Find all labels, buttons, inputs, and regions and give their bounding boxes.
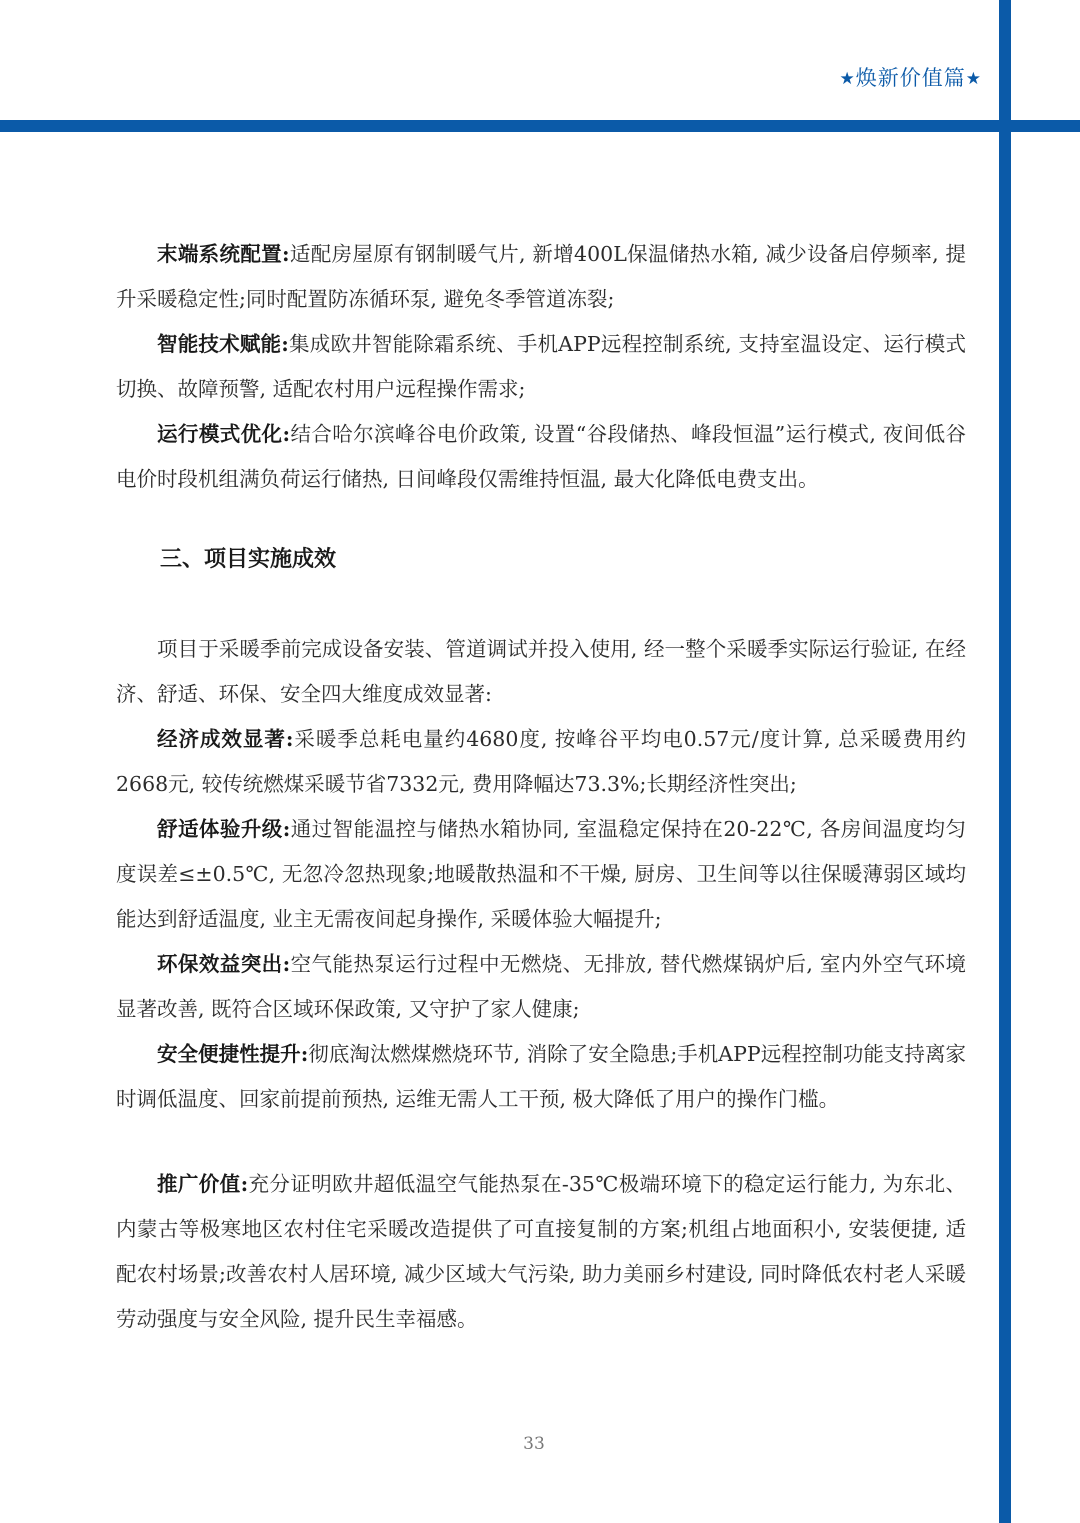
paragraph-label: 末端系统配置: [157, 242, 290, 266]
paragraph-label: 环保效益突出: [157, 952, 291, 976]
paragraph-text: 适配房屋原有钢制暖气片, 新增400L保温储热水箱, 减少设备启停频率, 提升采暖稳定性;同时配置防冻循环泵, 避免冬季管道冻裂; [116, 242, 966, 311]
page-number: 33 [523, 1434, 545, 1454]
spacer [116, 1122, 966, 1162]
paragraph-comfort [116, 807, 966, 942]
section-heading: 三、项目实施成效 [160, 546, 337, 572]
paragraph-intro: 项目于采暖季前完成设备安装、管道调试并投入使用, 经一整个采暖季实际运行验证, 在经济、舒适、环保、安全四大维度成效显著: [116, 637, 966, 706]
paragraph-smart-tech [116, 322, 966, 412]
paragraph-label: 运行模式优化: [157, 422, 291, 446]
header-divider-bar [0, 120, 1080, 132]
paragraph-economic [116, 717, 966, 807]
article-body [116, 232, 966, 1342]
paragraph-text: 结合哈尔滨峰谷电价政策, 设置“谷段储热、峰段恒温”运行模式, 夜间低谷电价时段机组满负荷运行储热, 日间峰段仅需维持恒温, 最大化降低电费支出。 [116, 422, 966, 491]
paragraph-safety [116, 1032, 966, 1122]
paragraph-promotion [116, 1162, 966, 1342]
paragraph-text: 空气能热泵运行过程中无燃烧、无排放, 替代燃煤锅炉后, 室内外空气环境显著改善, 既符合区域环保政策, 又守护了家人健康; [116, 952, 966, 1021]
right-border-bar [999, 0, 1011, 1523]
paragraph-text: 集成欧井智能除霜系统、手机APP远程控制系统, 支持室温设定、运行模式切换、故障预警, 适配农村用户远程操作需求; [116, 332, 966, 401]
paragraph-operation-mode [116, 412, 966, 502]
paragraph-text: 采暖季总耗电量约4680度, 按峰谷平均电0.57元/度计算, 总采暖费用约2668元, 较传统燃煤采暖节省7332元, 费用降幅达73.3%;长期经济性突出; [116, 727, 966, 796]
paragraph-label: 经济成效显著: [157, 727, 294, 751]
star-icon: ★ [965, 69, 982, 89]
star-icon: ★ [839, 69, 856, 89]
paragraph-label: 推广价值: [157, 1172, 249, 1196]
paragraph-label: 舒适体验升级: [157, 817, 291, 841]
spacer [116, 582, 966, 627]
paragraph-environment [116, 942, 966, 1032]
spacer [116, 502, 966, 537]
paragraph-label: 安全便捷性提升: [157, 1042, 309, 1066]
paragraph-text: 充分证明欧井超低温空气能热泵在-35℃极端环境下的稳定运行能力, 为东北、内蒙古等极寒地区农村住宅采暖改造提供了可直接复制的方案;机组占地面积小, 安装便捷, 适配农村场景;改善农村人居环境, 减少区域大气污染, 助力美丽乡村建设, 同时降低农村老人采暖劳动强度与安全风险, 提升民生幸福感。 [116, 1172, 966, 1331]
paragraph-text: 彻底淘汰燃煤燃烧环节, 消除了安全隐患;手机APP远程控制功能支持离家时调低温度、回家前提前预热, 运维无需人工干预, 极大降低了用户的操作门槛。 [116, 1042, 966, 1111]
paragraph-terminal-config [116, 232, 966, 322]
chapter-tag [840, 62, 983, 92]
chapter-title: 焕新价值篇 [855, 66, 966, 90]
paragraph-label: 智能技术赋能: [157, 332, 289, 356]
paragraph-text: 通过智能温控与储热水箱协同, 室温稳定保持在20-22℃, 各房间温度均匀度误差≤±0.5℃, 无忽冷忽热现象;地暖散热温和不干燥, 厨房、卫生间等以往保暖薄弱区域均能达到舒适温度, 业主无需夜间起身操作, 采暖体验大幅提升; [116, 817, 966, 931]
